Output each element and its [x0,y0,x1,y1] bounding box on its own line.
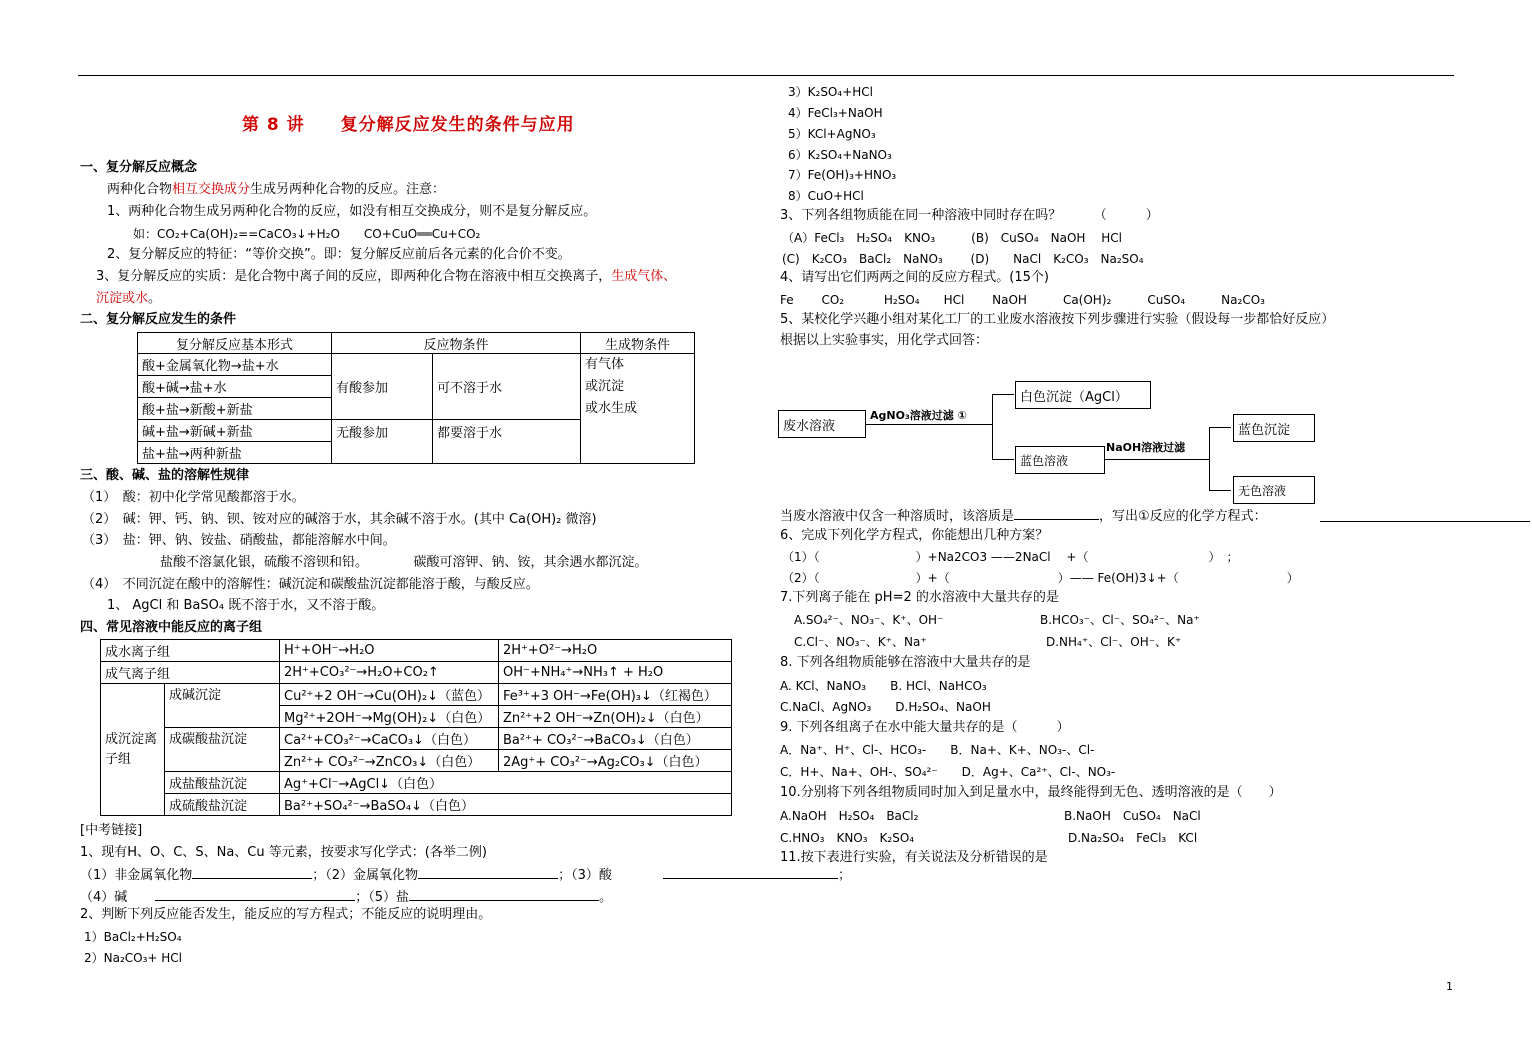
q5-ans-b: ，写出①反应的化学方程式： [1099,509,1267,524]
th-product: 生成物条件 [581,333,695,354]
links-heading: [中考链接] [80,823,143,838]
form-3: 酸+盐→新酸+新盐 [138,398,332,420]
q5-b: 根据以上实验事实，用化学式回答： [780,333,989,348]
s1-p3 [96,269,676,285]
q1-b: ；（2）金属氧化物 [312,868,419,883]
product-2: 或沉淀 [585,379,625,394]
q2-item-2: 2）Na₂CO₃+ HCl [84,951,183,965]
q9: 9. 下列各组离子在水中能大量共存的是（ ） [780,720,1070,735]
sulf-1: Ba²⁺+SO₄²⁻→BaSO₄↓（白色） [280,794,732,816]
q11: 11.按下表进行实验，有关说法及分析错误的是 [780,850,1048,865]
page-title: 第 8 讲 复分解反应发生的条件与应用 [242,115,575,135]
flow-colorless-box: 无色溶液 [1233,476,1315,504]
gas-1: 2H⁺+CO₃²⁻→H₂O+CO₂↑ [280,662,499,684]
base-2: Fe³⁺+3 OH⁻→Fe(OH)₃↓（红褐色） [499,684,732,706]
carb-1: Ca²⁺+CO₃²⁻→CaCO₃↓（白色） [280,728,499,750]
q7-c: C.Cl⁻、NO₃⁻、K⁺、Na⁺ [794,635,927,649]
s3-r3: （3） 盐：钾、钠、铵盐、硝酸盐，都能溶解水中间。 [82,533,396,548]
q5-answer [780,507,1267,525]
page-number: 1 [1446,980,1453,993]
carb-3: Zn²⁺+ CO₃²⁻→ZnCO₃↓（白色） [280,750,499,772]
q9-b: C．H+、Na+、OH-、SO₄²⁻ D．Ag+、Ca²⁺、Cl-、NO₃- [780,765,1116,779]
base-3: Mg²⁺+2OH⁻→Mg(OH)₂↓（白色） [280,706,499,728]
base-4: Zn²⁺+2 OH⁻→Zn(OH)₂↓（白色） [499,706,732,728]
q1-a-blank[interactable] [192,866,312,879]
s1-p2: 2、复分解反应的特征：“等价交换”。即：复分解反应前后各元素的化合价不变。 [107,247,571,262]
q10-b: B.NaOH CuSO₄ NaCl [1064,809,1201,823]
flow-vline-2 [1209,427,1210,491]
hcl-1: Ag⁺+Cl⁻→AgCl↓（白色） [280,772,732,794]
all-soluble: 都要溶于水 [433,420,581,464]
q8-b: C.NaCl、AgNO₃ D.H₂SO₄、NaOH [780,700,991,714]
s3-r4: （4） 不同沉淀在酸中的溶解性：碱沉淀和碳酸盐沉淀都能溶于酸，与酸反应。 [82,577,539,592]
q7-b: B.HCO₃⁻、Cl⁻、SO₄²⁻、Na⁺ [1040,613,1200,627]
q7-d: D.NH₄⁺、Cl⁻、OH⁻、K⁺ [1046,635,1182,649]
form-1: 酸+金属氧化物→盐+水 [138,354,332,376]
q2-item-4: 4）FeCl₃+NaOH [788,106,883,120]
q1-c-blank[interactable] [663,866,838,879]
flow-waste-box: 废水溶液 [778,410,866,438]
form-2: 酸+碱→盐+水 [138,376,332,398]
q4: 4、请写出它们两两之间的反应方程式。(15个) [780,270,1049,285]
water-1: H⁺+OH⁻→H₂O [280,640,499,662]
gas-2: OH⁻+NH₄⁺→NH₃↑ + H₂O [499,662,732,684]
s3-r1: （1） 酸：初中化学常见酸都溶于水。 [82,490,305,505]
form-4: 碱+盐→新碱+新盐 [138,420,332,442]
q1-b-blank[interactable] [418,866,558,879]
form-5: 盐+盐→两种新盐 [138,442,332,464]
q1-row2: （4）碱 ；（5）盐 。 [80,890,613,905]
s1-p3-red2: 沉淀或水 [96,291,149,306]
base-1: Cu²⁺+2 OH⁻→Cu(OH)₂↓（蓝色） [280,684,499,706]
q2-item-8: 8）CuO+HCl [788,189,864,203]
q2: 2、判断下列反应能否发生，能反应的写方程式；不能反应的说明理由。 [80,907,492,922]
s1-p3-cont [96,291,161,307]
q8: 8. 下列各组物质能够在溶液中大量共存的是 [780,655,1031,670]
section2-heading: 二、复分解反应发生的条件 [80,312,237,327]
q2-item-6: 6）K₂SO₄+NaNO₃ [788,148,892,162]
carb-label: 成碳酸盐沉淀 [165,728,280,772]
q7-a: A.SO₄²⁻、NO₃⁻、K⁺、OH⁻ [794,613,944,627]
precip-label: 成沉淀离子组 [101,684,165,816]
s1-p1: 1、两种化合物生成另两种化合物的反应，如没有相互交换成分，则不是复分解反应。 [107,204,597,219]
s1-intro [107,182,445,198]
q3-b: (C) K₂CO₃ BaCl₂ NaNO₃ (D) NaCl K₂CO₃ Na₂SO₄ [782,252,1144,266]
acid-yes: 有酸参加 [332,354,433,420]
q1-c: ；（3）酸 [558,868,612,883]
q1: 1、现有H、O、C、S、Na、Cu 等元素，按要求写化学式：(各举二例) [80,845,487,860]
th-form: 复分解反应基本形式 [138,333,332,354]
water-label: 成水离子组 [101,640,280,662]
q2-item-3: 3）K₂SO₄+HCl [788,85,873,99]
insoluble-ok: 可不溶于水 [433,354,581,420]
hcl-label: 成盐酸盐沉淀 [165,772,280,794]
q2-item-7: 7）Fe(OH)₃+HNO₃ [788,168,897,182]
q10-c: C.HNO₃ KNO₃ K₂SO₄ [780,831,915,845]
flow-line-main [865,424,993,425]
carb-4: 2Ag⁺+ CO₃²⁻→Ag₂CO₃↓（白色） [499,750,732,772]
sulf-label: 成硫酸盐沉淀 [165,794,280,816]
q10-a: A.NaOH H₂SO₄ BaCl₂ [780,809,919,823]
water-2: 2H⁺+O²⁻→H₂O [499,640,732,662]
q1-c-blank-wrap: ； [663,866,851,884]
flow-line-down-2 [1209,490,1231,491]
base-label: 成碱沉淀 [165,684,280,728]
q1-d-blank[interactable] [155,888,355,901]
s1-p3-end: 。 [148,291,162,306]
q5-blank-2[interactable] [1320,521,1530,522]
conditions-table [137,332,695,464]
flow-vline-1 [992,394,993,460]
q9-a: A．Na⁺、H⁺、Cl-、HCO₃- B．Na+、K+、NO₃-、Cl- [780,743,1095,757]
q6: 6、完成下列化学方程式，你能想出几种方案？ [780,528,1049,543]
q2-item-1: 1）BaCl₂+H₂SO₄ [84,930,182,944]
section1-heading: 一、复分解反应概念 [80,160,198,175]
q5: 5、某校化学兴趣小组对某化工厂的工业废水溶液按下列步骤进行实验（假设每一步都恰好反应） [780,312,1335,327]
s3-r4b: 1、 AgCl 和 BaSO₄ 既不溶于水，又不溶于酸。 [107,598,385,613]
flow-line-up-2 [1209,427,1231,428]
s1-intro-red: 相互交换成分 [172,182,251,197]
q1-e-blank[interactable] [409,888,599,901]
q5-blank-1[interactable] [1014,507,1099,520]
q6-1: （1）（ ）+Na2CO3 ——2NaCl +（ ） ； [782,550,1239,564]
flow-white-box: 白色沉淀（AgCl） [1015,381,1151,409]
q4-items: Fe CO₂ H₂SO₄ HCl NaOH Ca(OH)₂ CuSO₄ Na₂CO₃ [780,293,1265,307]
s1-p1-example: 如：CO₂+Ca(OH)₂==CaCO₃↓+H₂O CO+CuO══Cu+CO₂ [133,227,481,241]
q7: 7.下列离子能在 pH=2 的水溶液中大量共存的是 [780,590,1059,605]
flow-line-up [992,394,1014,395]
product-1: 有气体 [585,357,625,372]
q1-d: （4）碱 [80,890,128,905]
th-reactant: 反应物条件 [332,333,581,354]
gas-label: 成气离子组 [101,662,280,684]
s1-p3-a: 3、复分解反应的实质：是化合物中离子间的反应，即两种化合物在溶液中相互交换离子， [96,269,612,284]
q5-ans-a: 当废水溶液中仅含一种溶质时，该溶质是 [780,509,1015,524]
s1-p3-red1: 生成气体、 [611,269,677,284]
flow-line-2 [1104,459,1210,460]
flow-blue-ppt-box: 蓝色沉淀 [1233,414,1315,442]
q1-row1 [80,866,612,884]
s1-intro-b: 生成另两种化合物的反应。注意： [250,182,446,197]
q3: 3、下列各组物质能在同一种溶液中同时存在吗？ （ ） [780,208,1159,223]
section4-heading: 四、常见溶液中能反应的离子组 [80,620,263,635]
carb-2: Ba²⁺+ CO₃²⁻→BaCO₃↓（白色） [499,728,732,750]
acid-no: 无酸参加 [332,420,433,464]
flow-blue-sol-box: 蓝色溶液 [1015,446,1105,474]
q10-d: D.Na₂SO₄ FeCl₃ KCl [1068,831,1198,845]
q1-a: （1）非金属氧化物 [80,868,193,883]
s3-r2: （2） 碱：钾、钙、钠、钡、铵对应的碱溶于水，其余碱不溶于水。(其中 Ca(OH)₂ 微溶) [82,512,597,527]
q8-a: A. KCl、NaNO₃ B. HCl、NaHCO₃ [780,679,987,693]
ion-table [100,639,732,816]
header-rule [78,75,1454,76]
product-3: 或水生成 [585,401,638,416]
section3-heading: 三、酸、碱、盐的溶解性规律 [80,468,250,483]
q2-item-5: 5）KCl+AgNO₃ [788,127,876,141]
flow-step1: AgNO₃溶液过滤 ① [870,409,967,422]
s3-r3b: 盐酸不溶氯化银，硫酸不溶钡和铅。 碳酸可溶钾、钠、铵，其余遇水都沉淀。 [160,555,648,570]
q6-2: （2）（ ）+（ ）—— Fe(OH)3↓+（ ） [782,571,1299,585]
q1-e: ；（5）盐 [355,890,410,905]
flow-line-down [992,459,1014,460]
flow-step2: NaOH溶液过滤 [1106,441,1186,454]
q3-a: （A）FeCl₃ H₂SO₄ KNO₃ (B) CuSO₄ NaOH HCl [782,231,1122,245]
q10: 10.分别将下列各组物质同时加入到足量水中，最终能得到无色、透明溶液的是（ ） [780,785,1282,800]
s1-intro-a: 两种化合物 [107,182,173,197]
product-cond [581,354,695,464]
